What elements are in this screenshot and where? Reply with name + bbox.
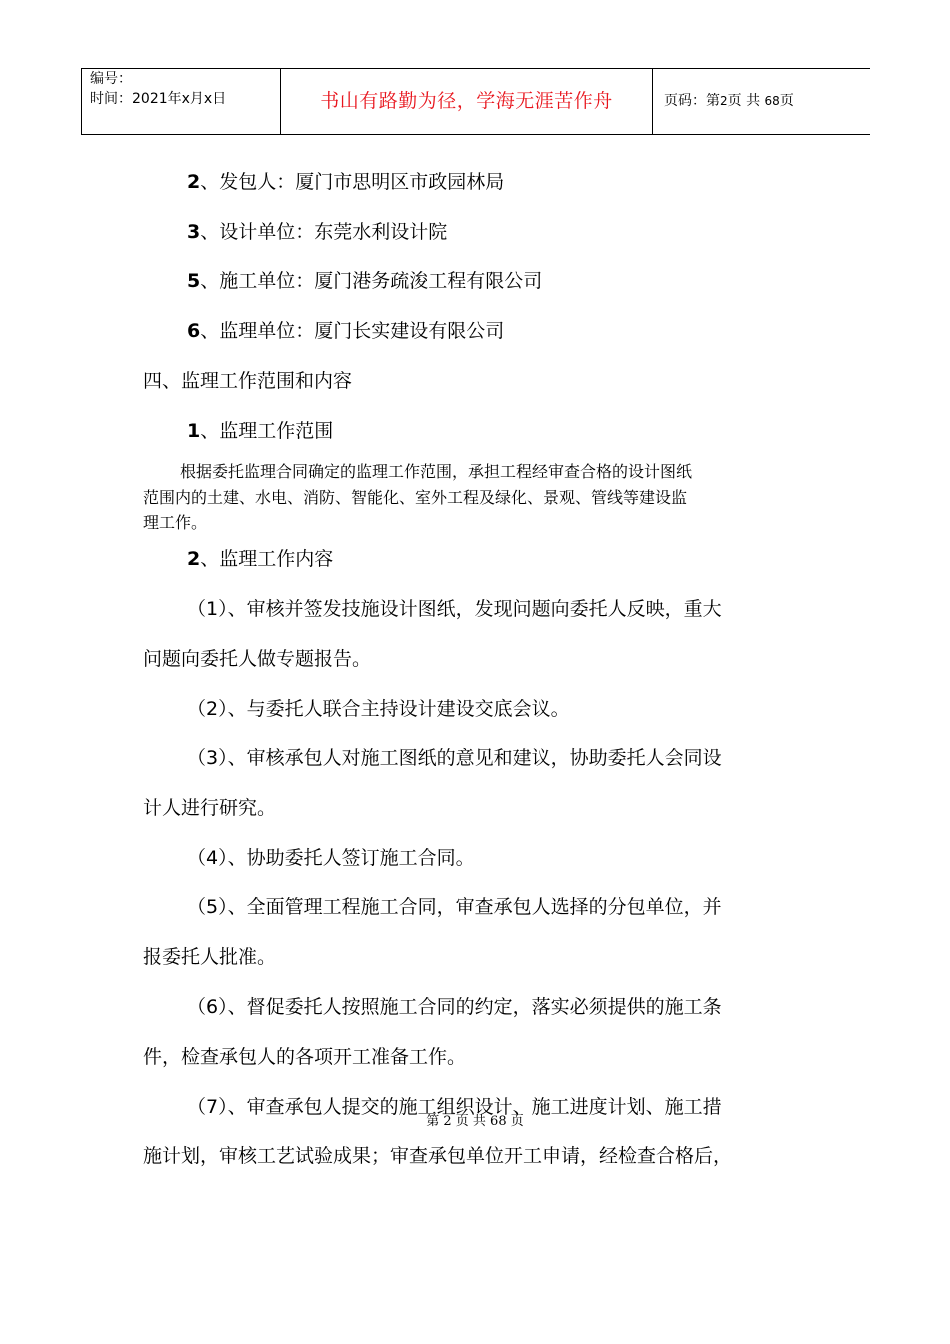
item-contractor: 5、施工单位：厦门港务疏浚工程有限公司 bbox=[187, 270, 543, 292]
subheading-scope: 1、监理工作范围 bbox=[187, 420, 334, 442]
item-employer: 2、发包人：厦门市思明区市政园林局 bbox=[187, 171, 505, 193]
item-supervisor: 6、监理单位：厦门长实建设有限公司 bbox=[187, 320, 505, 342]
document-header bbox=[81, 68, 870, 135]
page-prefix: 页码：第 bbox=[664, 93, 720, 109]
content-item-1-line2: 问题向委托人做专题报告。 bbox=[143, 648, 372, 670]
scope-paragraph-line3: 理工作。 bbox=[143, 513, 208, 532]
content-item-7-line1: （7）、审查承包人提交的施工组织设计、施工进度计划、施工措 bbox=[187, 1096, 722, 1118]
content-item-5-line1: （5）、全面管理工程施工合同，审查承包人选择的分包单位，并 bbox=[187, 896, 722, 918]
scope-paragraph-line2: 范围内的土建、水电、消防、智能化、室外工程及绿化、景观、管线等建设监 bbox=[143, 488, 688, 507]
page-middle: 页 共 bbox=[727, 93, 761, 109]
header-meta-cell bbox=[81, 69, 281, 134]
content-item-5-line2: 报委托人批准。 bbox=[143, 946, 277, 968]
content-item-3-line2: 计人进行研究。 bbox=[143, 797, 277, 819]
content-item-6-line2: 件，检查承包人的各项开工准备工作。 bbox=[143, 1046, 467, 1068]
content-item-4-line1: （4）、协助委托人签订施工合同。 bbox=[187, 847, 475, 869]
subheading-content: 2、监理工作内容 bbox=[187, 548, 334, 570]
motto: 书山有路勤为径，学海无涯苦作舟 bbox=[320, 90, 613, 112]
header-motto-cell bbox=[281, 69, 653, 134]
content-item-7-line2: 施计划，审核工艺试验成果；审查承包单位开工申请，经检查合格后， bbox=[143, 1145, 733, 1167]
page-total: 68 bbox=[764, 94, 780, 108]
content-item-3-line1: （3）、审核承包人对施工图纸的意见和建议，协助委托人会同设 bbox=[187, 747, 722, 769]
header-page-cell bbox=[653, 69, 870, 134]
page-current: 2 bbox=[720, 94, 728, 108]
page-suffix: 页 bbox=[779, 93, 794, 109]
page-footer: 第 2 页 共 68 页 bbox=[426, 1114, 524, 1129]
number-label: 编号： bbox=[90, 71, 132, 87]
item-designer: 3、设计单位：东莞水利设计院 bbox=[187, 221, 448, 243]
scope-paragraph-line1: 根据委托监理合同确定的监理工作范围，承担工程经审查合格的设计图纸 bbox=[180, 462, 693, 481]
content-item-1-line1: （1）、审核并签发技施设计图纸，发现问题向委托人反映，重大 bbox=[187, 598, 722, 620]
page-indicator bbox=[664, 92, 794, 111]
section-heading-4: 四、监理工作范围和内容 bbox=[143, 370, 353, 392]
content-item-2-line1: （2）、与委托人联合主持设计建设交底会议。 bbox=[187, 698, 570, 720]
content-item-6-line1: （6）、督促委托人按照施工合同的约定，落实必须提供的施工条 bbox=[187, 996, 722, 1018]
time-label: 时间：2021年x月x日 bbox=[90, 91, 227, 107]
